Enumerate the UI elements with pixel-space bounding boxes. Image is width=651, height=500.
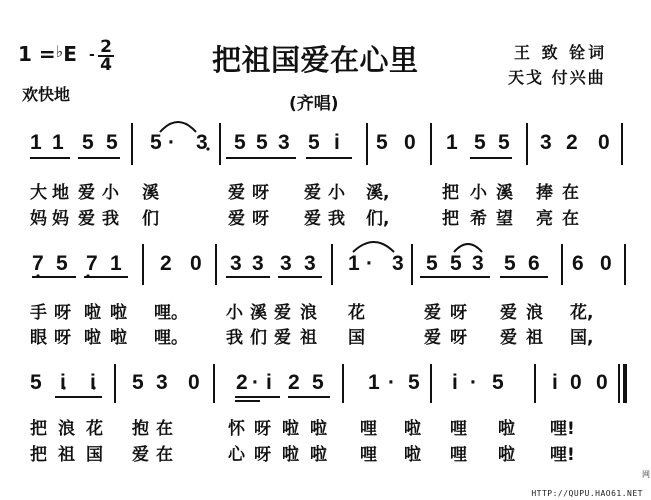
note: 1 [368, 371, 380, 394]
lyric-char: 哩。 [154, 328, 188, 348]
lyric-char: 我 [328, 209, 345, 229]
note: 5 [30, 371, 42, 394]
lyric-char: 爱 [500, 303, 517, 323]
note: 5 [150, 131, 162, 154]
note: 2 [160, 252, 172, 275]
lyric-char: 把 [30, 445, 47, 465]
lyric-char: 啦 [310, 419, 327, 439]
note: 3 [230, 252, 242, 275]
lyric-char: 妈 [30, 209, 47, 229]
note: 5 [474, 131, 486, 154]
lyric-char: 希 [470, 209, 487, 229]
note: 5 [492, 371, 504, 394]
lyric-char: 在 [156, 445, 173, 465]
note: 3 [280, 252, 292, 275]
lyric-char: 哩! [550, 445, 575, 465]
lyric-char: 呀 [450, 303, 467, 323]
note: i [90, 371, 96, 394]
lyric-char: 国 [86, 445, 103, 465]
lyric-char: 爱 [304, 183, 321, 203]
lyric-char: 爱 [78, 183, 95, 203]
lyric-char: 地 [52, 183, 69, 203]
tempo-marking: 欢快地 [22, 85, 71, 104]
note: 1 [52, 131, 64, 154]
lyric-char: 爱 [304, 209, 321, 229]
lyric-char: 溪 [250, 303, 267, 323]
note: 3 [278, 131, 290, 154]
note: 2 [566, 131, 578, 154]
time-numerator: 2 [100, 37, 112, 57]
note: 5 [82, 131, 94, 154]
note: 1 [110, 252, 122, 275]
lyric-char: 啦 [84, 303, 101, 323]
note: 5 [106, 131, 118, 154]
source-url: HTTP://QUPU.HAO61.NET [531, 489, 643, 498]
lyric-char: 爱 [78, 209, 95, 229]
lyric-char: 花 [86, 419, 103, 439]
lyric-char: 爱 [274, 328, 291, 348]
lyric-char: 爱 [228, 209, 245, 229]
note: 0 [570, 371, 582, 394]
flat-sign: ♭ [55, 42, 64, 61]
lyric-char: 抱 [132, 419, 149, 439]
lyric-char: 在 [562, 183, 579, 203]
lyric-char: 在 [562, 209, 579, 229]
lyric-char: 望 [496, 209, 513, 229]
lyric-char: 把 [30, 419, 47, 439]
lyric-char: 啦 [404, 419, 421, 439]
note: 7 [86, 252, 98, 275]
note: 5 [450, 252, 462, 275]
note: i [266, 371, 272, 394]
note: 3 [472, 252, 484, 275]
tie-arc [353, 242, 394, 252]
time-denominator: 4 [100, 55, 112, 75]
lyric-char: 小 [470, 183, 487, 203]
lyric-char: 眼 [30, 328, 47, 348]
lyric-char: 们 [250, 328, 267, 348]
lyric-char: 啦 [498, 445, 515, 465]
note: 2 [236, 371, 248, 394]
note: 0 [600, 252, 612, 275]
lyric-char: 啦 [110, 303, 127, 323]
lyric-char: 大 [30, 183, 47, 203]
note: 5 [308, 131, 320, 154]
lyric-char: 溪 [142, 183, 159, 203]
composer-credit: 天戈 付兴曲 [508, 68, 606, 87]
note: 1 [446, 131, 458, 154]
note: 5 [504, 252, 516, 275]
lyric-char: 哩。 [154, 303, 188, 323]
lyric-char: 哩 [360, 445, 377, 465]
note: i [552, 371, 558, 394]
lyric-char: 爱 [424, 303, 441, 323]
dot: · [388, 371, 395, 394]
lyricist-credit: 王 致 铨词 [514, 43, 608, 62]
note: 5 [426, 252, 438, 275]
note: 0 [404, 131, 416, 154]
dot: · [252, 371, 259, 394]
dot: · [366, 252, 373, 275]
lyric-char: 在 [156, 419, 173, 439]
lyric-char: 啦 [282, 419, 299, 439]
note: 3 [540, 131, 552, 154]
lyric-char: 国, [570, 328, 594, 348]
note: i [334, 131, 340, 154]
time-dash: - [89, 47, 95, 63]
lyric-char: 花, [570, 303, 594, 323]
note: 5 [56, 252, 68, 275]
lyric-char: 啦 [110, 328, 127, 348]
lyric-char: 爱 [228, 183, 245, 203]
lyric-char: 呀 [54, 328, 71, 348]
dot: · [470, 371, 477, 394]
lyric-char: 们 [142, 209, 159, 229]
lyric-char: 祖 [526, 328, 543, 348]
note: 7 [32, 252, 44, 275]
note: 5 [256, 131, 268, 154]
key-prefix: 1 = [18, 42, 56, 66]
note: 5 [376, 131, 388, 154]
lyric-char: 啦 [404, 445, 421, 465]
lyric-char: 溪, [366, 183, 390, 203]
note: i [60, 371, 66, 394]
lyric-char: 手 [30, 303, 47, 323]
note: 5 [408, 371, 420, 394]
lyric-char: 我 [102, 209, 119, 229]
key-note: E [63, 42, 77, 66]
note: 5 [132, 371, 144, 394]
note: 3 [392, 252, 404, 275]
note: 3 [304, 252, 316, 275]
tie-arc [160, 122, 196, 132]
lyric-char: 呀 [54, 303, 71, 323]
lyric-char: 捧 [536, 183, 553, 203]
lyric-char: 爱 [274, 303, 291, 323]
edge-mark: 网 [642, 470, 650, 479]
note: i [452, 371, 458, 394]
note: 6 [572, 252, 584, 275]
lyric-char: 浪 [300, 303, 317, 323]
lyric-char: 呀 [252, 183, 269, 203]
note: 1 [30, 131, 42, 154]
lyric-char: 爱 [132, 445, 149, 465]
lyric-char: 啦 [84, 328, 101, 348]
song-title: 把祖国爱在心里 [212, 43, 419, 77]
lyric-char: 我 [226, 328, 243, 348]
note: 5 [498, 131, 510, 154]
lyric-char: 们, [366, 209, 390, 229]
lyric-char: 祖 [300, 328, 317, 348]
note: 0 [598, 131, 610, 154]
lyric-char: 小 [328, 183, 345, 203]
lyric-char: 小 [226, 303, 243, 323]
lyric-char: 花 [348, 303, 365, 323]
note: 3 [252, 252, 264, 275]
lyric-char: 怀 [228, 419, 245, 439]
lyric-char: 把 [442, 183, 459, 203]
lyric-char: 哩 [360, 419, 377, 439]
note: 2 [288, 371, 300, 394]
lyric-char: 爱 [500, 328, 517, 348]
lyric-char: 呀 [252, 209, 269, 229]
lyric-char: 啦 [282, 445, 299, 465]
lyric-char: 小 [102, 183, 119, 203]
lyric-char: 啦 [498, 419, 515, 439]
lyric-char: 浪 [526, 303, 543, 323]
note: 0 [188, 371, 200, 394]
note: 0 [190, 252, 202, 275]
tie-arc [454, 244, 482, 252]
lyric-char: 啦 [310, 445, 327, 465]
lyric-char: 呀 [254, 445, 271, 465]
lyric-char: 呀 [450, 328, 467, 348]
lyric-char: 妈 [52, 209, 69, 229]
dot: · [168, 131, 175, 154]
lyric-char: 哩 [450, 419, 467, 439]
lyric-char: 亮 [536, 209, 553, 229]
lyric-char: 溪 [496, 183, 513, 203]
note: 1 [348, 252, 360, 275]
lyric-char: 浪 [58, 419, 75, 439]
lyric-char: 祖 [58, 445, 75, 465]
note: 6 [528, 252, 540, 275]
note: 5 [312, 371, 324, 394]
lyric-char: 呀 [254, 419, 271, 439]
lyric-char: 爱 [424, 328, 441, 348]
note: 0 [596, 371, 608, 394]
lyric-char: 哩! [550, 419, 575, 439]
voicing-marking: (齐唱) [289, 94, 339, 114]
note: 3 [156, 371, 168, 394]
lyric-char: 把 [442, 209, 459, 229]
lyric-char: 哩 [450, 445, 467, 465]
note: 5 [234, 131, 246, 154]
note: 3 [196, 131, 208, 154]
lyric-char: 国 [348, 328, 365, 348]
lyric-char: 心 [228, 445, 245, 465]
